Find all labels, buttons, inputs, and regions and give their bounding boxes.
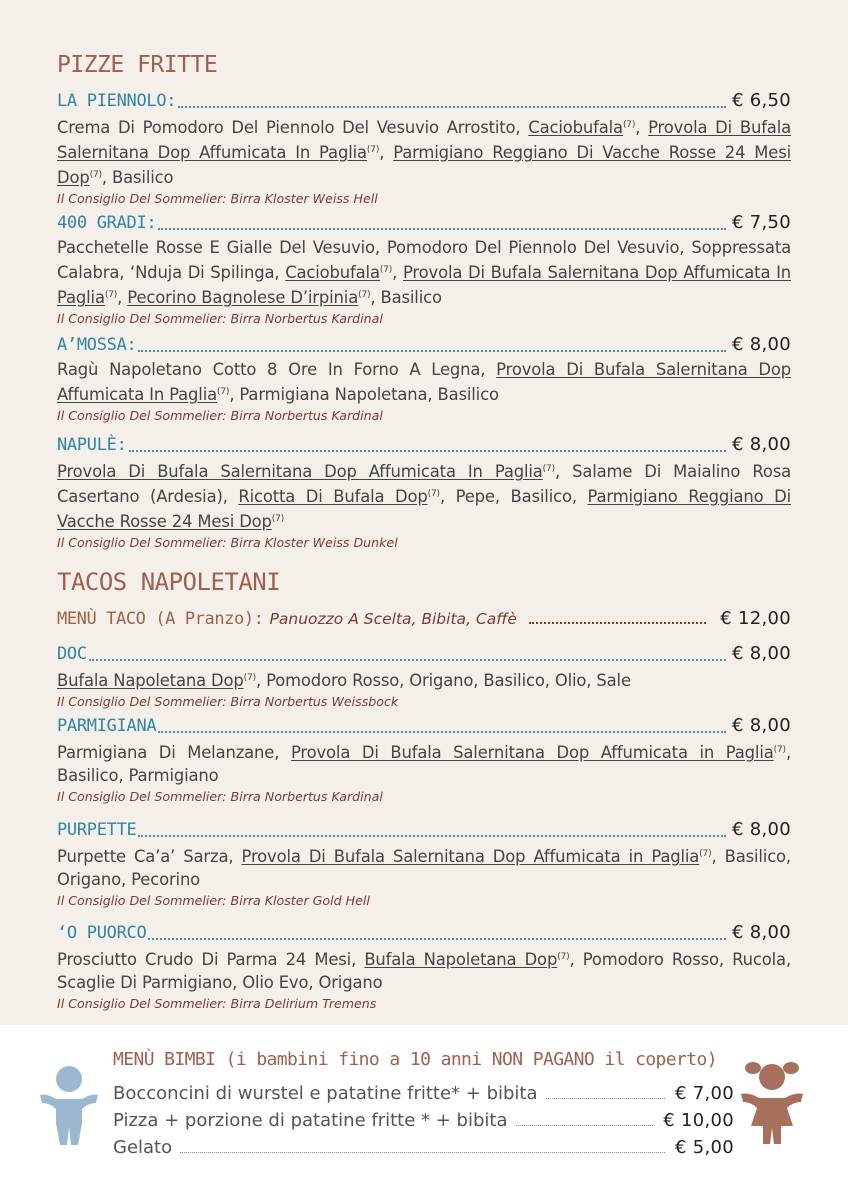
sommelier-tip: Il Consiglio Del Sommelier: Birra Kloster Weiss Hell: [57, 191, 378, 206]
child-boy-icon: [36, 1065, 102, 1147]
kids-item-price: € 7,00: [674, 1083, 734, 1104]
ingredient-text: , Parmigiana Napoletana, Basilico: [229, 385, 499, 404]
ingredient-text: , Pomodoro Rosso, Rucola, Scaglie Di Parmigiano, Olio Evo, Origano: [57, 950, 792, 992]
allergen-note: (7): [271, 514, 285, 524]
menu-item-header: [57, 819, 791, 843]
ingredient-highlight: Provola Di Bufala Salernitana Dop Affumicata in Paglia: [241, 847, 700, 866]
menu-item-header: [57, 334, 791, 358]
menu-item: [57, 819, 791, 911]
ingredient-text: Pacchetelle Rosse E Gialle Del Vesuvio, Pomodoro Del Piennolo Del Vesuvio, Soppressata Calabra, ‘Nduja Di Spilinga,: [57, 238, 791, 282]
taco-menu-price: € 12,00: [720, 608, 791, 629]
ingredient-text: , Basilico: [101, 168, 174, 187]
ingredient-highlight: Parmigiano Reggiano Di Vacche Rosse 24 Mesi Dop: [57, 143, 791, 187]
section-title-tacos: TACOS NAPOLETANI: [57, 568, 281, 596]
child-girl-icon: [737, 1060, 807, 1146]
menu-item-name: PARMIGIANA: [57, 716, 157, 736]
sommelier-tip: Il Consiglio Del Sommelier: Birra Norbertus Weissbock: [57, 694, 399, 709]
menu-item-price: € 8,00: [731, 434, 791, 455]
ingredient-text: ,: [635, 118, 649, 137]
menu-item-name: NAPULÈ:: [57, 435, 127, 455]
sommelier-tip: Il Consiglio Del Sommelier: Birra Delirium Tremens: [57, 996, 377, 1011]
menu-item-description: [57, 667, 791, 692]
allergen-note: (7): [217, 387, 230, 397]
ingredient-text: , Basilico: [370, 288, 442, 307]
ingredient-highlight: Provola Di Bufala Salernitana Dop Affumicata in Paglia: [290, 743, 774, 762]
ingredient-highlight: Ricotta Di Bufala Dop: [238, 487, 428, 506]
allergen-note: (7): [89, 170, 102, 180]
menu-item-name: 400 GRADI:: [57, 213, 157, 233]
taco-menu-desc: Panuozzo A Scelta, Bibita, Caffè: [269, 610, 517, 628]
ingredient-text: ,: [117, 288, 128, 307]
menu-item-price: € 6,50: [731, 90, 791, 111]
menu-item: [57, 643, 791, 712]
ingredient-text: , Salame Di Maialino Rosa Casertano (Ardesia),: [57, 462, 791, 506]
dot-leader: [138, 835, 725, 837]
menu-item-price: € 8,00: [731, 819, 791, 840]
menu-item-price: € 7,50: [731, 212, 791, 233]
menu-item: [57, 334, 791, 426]
allergen-note: (7): [358, 290, 371, 300]
ingredient-text: ,: [379, 143, 394, 162]
kids-item-name: Pizza + porzione di patatine fritte * + bibita: [113, 1110, 508, 1131]
menu-item-price: € 8,00: [731, 334, 791, 355]
dot-leader: [158, 228, 726, 230]
dot-leader: [89, 659, 726, 661]
menu-item-header: [57, 212, 791, 236]
ingredient-text: Crema Di Pomodoro Del Piennolo Del Vesuvio Arrostito,: [57, 118, 529, 137]
kids-menu-item: [113, 1083, 734, 1109]
allergen-note: (7): [557, 952, 570, 962]
menu-item-description: [57, 739, 791, 787]
kids-menu-title: MENÙ BIMBI (i bambini fino a 10 anni NON PAGANO il coperto): [113, 1049, 717, 1070]
menu-item-name: ‘O PUORCO: [57, 923, 147, 943]
ingredient-highlight: Bufala Napoletana Dop: [364, 950, 558, 969]
menu-item-price: € 8,00: [731, 715, 791, 736]
dot-leader: [180, 1152, 665, 1153]
menu-item-header: [57, 922, 791, 946]
ingredient-highlight: Provola Di Bufala Salernitana Dop Affumicata In Paglia: [57, 462, 543, 481]
dot-leader: [516, 1125, 654, 1126]
menu-item-price: € 8,00: [731, 922, 791, 943]
dot-leader: [178, 106, 726, 108]
menu-item: [57, 922, 791, 1014]
allergen-note: (7): [379, 265, 393, 275]
sommelier-tip: Il Consiglio Del Sommelier: Birra Norbertus Kardinal: [57, 311, 383, 326]
dot-leader: [129, 450, 726, 452]
ingredient-text: , Basilico, Parmigiano: [57, 743, 791, 785]
ingredient-highlight: Caciobufala: [285, 263, 380, 282]
ingredient-highlight: Bufala Napoletana Dop: [57, 671, 244, 690]
sommelier-tip: Il Consiglio Del Sommelier: Birra Kloster Gold Hell: [57, 893, 370, 908]
menu-item-name: LA PIENNOLO:: [57, 91, 177, 111]
allergen-note: (7): [427, 489, 440, 499]
menu-item-name: A’MOSSA:: [57, 335, 137, 355]
menu-item-price: € 8,00: [731, 643, 791, 664]
allergen-note: (7): [542, 464, 555, 474]
menu-item: [57, 90, 791, 209]
sommelier-tip: Il Consiglio Del Sommelier: Birra Norbertus Kardinal: [57, 789, 383, 804]
kids-item-price: € 10,00: [663, 1110, 734, 1131]
ingredient-text: Prosciutto Crudo Di Parma 24 Mesi,: [57, 950, 365, 969]
allergen-note: (7): [699, 849, 712, 859]
menu-item-name: PURPETTE: [57, 820, 137, 840]
menu-item-header: [57, 434, 791, 458]
allergen-note: (7): [243, 673, 256, 683]
sommelier-tip: Il Consiglio Del Sommelier: Birra Norbertus Kardinal: [57, 408, 383, 423]
menu-item-name: DOC: [57, 644, 87, 664]
ingredient-highlight: Provola Di Bufala Salernitana Dop Affumicata In Paglia: [57, 263, 792, 307]
menu-item-description: [57, 114, 791, 189]
menu-item-description: [57, 946, 791, 994]
kids-menu-panel: [0, 1025, 848, 1200]
ingredient-text: ,: [392, 263, 403, 282]
allergen-note: (7): [622, 120, 636, 130]
allergen-note: (7): [773, 745, 786, 755]
ingredient-text: , Pomodoro Rosso, Origano, Basilico, Olio, Sale: [255, 671, 631, 690]
dot-leader: [148, 938, 726, 940]
ingredient-highlight: Provola Di Bufala Salernitana Dop Affumicata In Paglia: [57, 118, 792, 162]
menu-item-header: [57, 715, 791, 739]
dot-leader: [546, 1098, 665, 1099]
section-title-pizze-fritte: PIZZE FRITTE: [57, 52, 218, 78]
dot-leader: [138, 350, 725, 352]
kids-menu-item: [113, 1110, 734, 1136]
ingredient-text: Purpette Ca’a’ Sarza,: [57, 847, 242, 866]
ingredient-highlight: Caciobufala: [528, 118, 623, 137]
menu-item: [57, 212, 791, 329]
menu-item-header: [57, 643, 791, 667]
kids-item-name: Gelato: [113, 1137, 173, 1158]
ingredient-text: , Basilico, Origano, Pecorino: [57, 847, 791, 889]
ingredient-highlight: Parmigiano Reggiano Di Vacche Rosse 24 Mesi Dop: [57, 487, 792, 531]
kids-item-name: Bocconcini di wurstel e patatine fritte* + bibita: [113, 1083, 538, 1104]
sommelier-tip: Il Consiglio Del Sommelier: Birra Kloster Weiss Dunkel: [57, 535, 398, 550]
dot-leader: [529, 622, 706, 624]
allergen-note: (7): [366, 145, 380, 155]
menu-item-description: [57, 458, 791, 533]
kids-item-price: € 5,00: [674, 1137, 734, 1158]
menu-item-header: [57, 90, 791, 114]
ingredient-highlight: Pecorino Bagnolese D’irpinia: [127, 288, 359, 307]
menu-item: [57, 715, 791, 807]
menu-item-description: [57, 843, 791, 891]
menu-item: [57, 434, 791, 553]
dot-leader: [158, 731, 726, 733]
kids-menu-item: [113, 1137, 734, 1163]
ingredient-highlight: Provola Di Bufala Salernitana Dop Affumicata In Paglia: [57, 360, 792, 404]
menu-item-description: [57, 358, 791, 406]
ingredient-text: Parmigiana Di Melanzane,: [57, 743, 291, 762]
allergen-note: (7): [104, 290, 118, 300]
taco-menu-name: MENÙ TACO (A Pranzo):: [57, 609, 264, 629]
ingredient-text: , Pepe, Basilico,: [439, 487, 588, 506]
taco-menu-offer: [57, 608, 791, 634]
ingredient-text: Ragù Napoletano Cotto 8 Ore In Forno A Legna,: [57, 360, 497, 379]
menu-item-description: [57, 236, 791, 309]
